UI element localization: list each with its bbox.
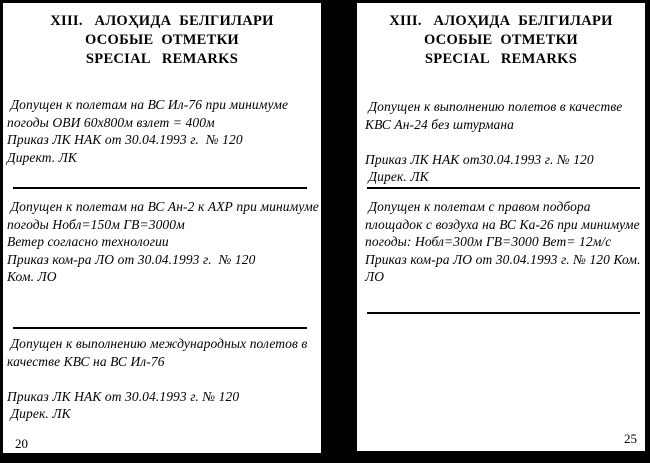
remark-line: [7, 370, 321, 388]
divider-line: [367, 312, 640, 314]
right-page: [357, 3, 645, 451]
remark-line: погоды ОВИ 60х800м взлет = 400м: [7, 114, 215, 130]
remark-line: погоды: Нобл=300м ГВ=3000 Вет= 12м/с: [365, 234, 612, 250]
section-title-russian: ОСОБЫЕ ОТМЕТКИ: [84, 32, 240, 48]
section-title-english: SPECIAL REMARKS: [424, 51, 578, 67]
remark-block-il76: [3, 96, 321, 166]
remark-block-ka26: [357, 198, 645, 286]
remark-line: КВС Ан-24 без штурмана: [365, 116, 515, 132]
remark-line: Дирек. ЛК: [7, 406, 71, 422]
remark-line: Допущен к выполнению международных полетов в: [7, 336, 308, 351]
left-page-section-header: [3, 12, 321, 69]
remark-line: Директ. ЛК: [7, 149, 77, 165]
right-page-section-header: [357, 12, 645, 69]
page-number: 25: [624, 431, 637, 446]
remark-line: качестве КВС на ВС Ил-76: [7, 353, 165, 369]
remark-line: погоды Нобл=150м ГВ=3000м: [7, 216, 185, 232]
remark-line: Ком. ЛО: [7, 269, 57, 285]
remark-line: Допущен к полетам на ВС Ан-2 к АХР при минимуме: [7, 199, 319, 214]
remark-line: Допущен к выполнению полетов в качестве: [365, 99, 623, 114]
divider-line: [13, 187, 307, 189]
remark-block-an24: [357, 98, 645, 186]
remark-block-an2: [3, 198, 321, 286]
section-title-uzbek: XIII. АЛОҲИДА БЕЛГИЛАРИ: [50, 13, 274, 29]
page-number: 20: [15, 436, 28, 451]
remark-line: [365, 133, 645, 151]
remark-line: Допущен к полетам на ВС Ил-76 при минимуме: [7, 97, 289, 112]
remark-line: Приказ ком-ра ЛО от 30.04.1993 г. № 120 Ком.: [365, 251, 641, 267]
remark-line: площадок с воздуха на ВС Ка-26 при минимуме: [365, 216, 640, 232]
section-title-uzbek: XIII. АЛОҲИДА БЕЛГИЛАРИ: [389, 13, 613, 29]
remark-line: Приказ ЛК НАК от30.04.1993 г. № 120: [365, 151, 594, 167]
divider-line: [13, 327, 307, 329]
remark-line: Ветер согласно технологии: [7, 234, 169, 250]
remark-line: Приказ ЛК НАК от 30.04.1993 г. № 120: [7, 132, 243, 148]
remark-line: Допущен к полетам с правом подбора: [365, 199, 591, 214]
left-page: [3, 3, 321, 453]
section-title-russian: ОСОБЫЕ ОТМЕТКИ: [423, 32, 579, 48]
remark-line: Приказ ЛК НАК от 30.04.1993 г. № 120: [7, 388, 240, 404]
remark-line: Приказ ком-ра ЛО от 30.04.1993 г. № 120: [7, 251, 256, 267]
remark-line: Дирек. ЛК: [365, 169, 429, 185]
remark-line: ЛО: [365, 269, 385, 285]
divider-line: [367, 187, 640, 189]
remark-block-international: [3, 335, 321, 423]
section-title-english: SPECIAL REMARKS: [85, 51, 239, 67]
